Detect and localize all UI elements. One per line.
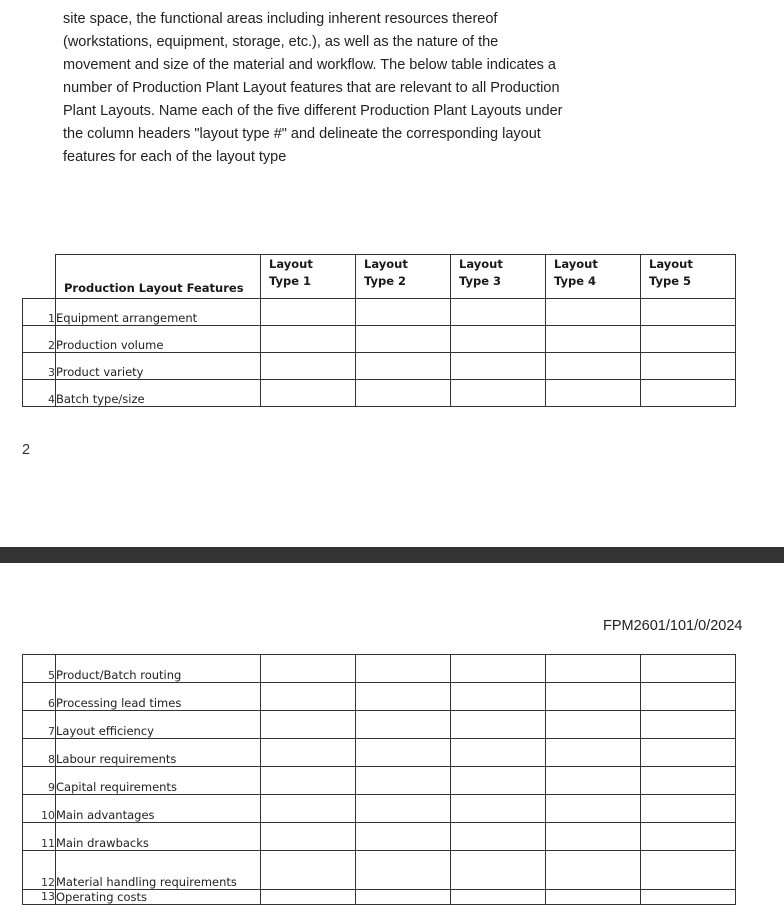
row-label: Production volume [56, 326, 261, 353]
row-number: 12 [23, 851, 56, 890]
answer-cell[interactable] [641, 890, 736, 905]
answer-cell[interactable] [546, 353, 641, 380]
answer-cell[interactable] [641, 795, 736, 823]
feature-column-header: Production Layout Features [56, 255, 261, 299]
answer-cell[interactable] [356, 823, 451, 851]
answer-cell[interactable] [356, 326, 451, 353]
table-row [23, 326, 736, 353]
answer-cell[interactable] [261, 326, 356, 353]
answer-cell[interactable] [641, 823, 736, 851]
document-code: FPM2601/101/0/2024 [603, 618, 743, 634]
answer-cell[interactable] [261, 711, 356, 739]
answer-cell[interactable] [641, 767, 736, 795]
row-label: Batch type/size [56, 380, 261, 407]
answer-cell[interactable] [356, 299, 451, 326]
answer-cell[interactable] [356, 890, 451, 905]
answer-cell[interactable] [451, 299, 546, 326]
paragraph-line: the column headers "layout type #" and delineate the corresponding layout [63, 126, 541, 142]
answer-cell[interactable] [641, 326, 736, 353]
answer-cell[interactable] [261, 851, 356, 890]
answer-cell[interactable] [451, 739, 546, 767]
answer-cell[interactable] [546, 795, 641, 823]
layout-type-3-header: Layout Type 3 [451, 255, 546, 299]
paragraph-line: movement and size of the material and workflow. The below table indicates a [63, 57, 556, 73]
row-number: 2 [23, 326, 56, 353]
answer-cell[interactable] [546, 890, 641, 905]
table-row [23, 851, 736, 890]
answer-cell[interactable] [546, 683, 641, 711]
answer-cell[interactable] [451, 851, 546, 890]
row-label: Equipment arrangement [56, 299, 261, 326]
answer-cell[interactable] [356, 739, 451, 767]
answer-cell[interactable] [356, 767, 451, 795]
answer-cell[interactable] [546, 739, 641, 767]
answer-cell[interactable] [546, 851, 641, 890]
answer-cell[interactable] [356, 353, 451, 380]
layout-type-2-header: Layout Type 2 [356, 255, 451, 299]
row-label: Capital requirements [56, 767, 261, 795]
paragraph-line: site space, the functional areas including inherent resources thereof [63, 11, 498, 27]
row-number: 8 [23, 739, 56, 767]
row-label: Main advantages [56, 795, 261, 823]
answer-cell[interactable] [356, 851, 451, 890]
answer-cell[interactable] [261, 655, 356, 683]
table-row [23, 683, 736, 711]
row-label: Main drawbacks [56, 823, 261, 851]
row-label: Processing lead times [56, 683, 261, 711]
table-row [23, 823, 736, 851]
paragraph-line: features for each of the layout type [63, 149, 287, 165]
answer-cell[interactable] [546, 823, 641, 851]
instruction-paragraph [63, 8, 703, 169]
page-number: 2 [22, 442, 31, 458]
table-row [23, 767, 736, 795]
table-row [23, 711, 736, 739]
answer-cell[interactable] [641, 655, 736, 683]
paragraph-line: (workstations, equipment, storage, etc.), as well as the nature of the [63, 34, 499, 50]
corner-cell [23, 255, 56, 299]
answer-cell[interactable] [641, 711, 736, 739]
answer-cell[interactable] [356, 711, 451, 739]
answer-cell[interactable] [451, 655, 546, 683]
answer-cell[interactable] [261, 683, 356, 711]
layout-features-table [22, 254, 736, 407]
answer-cell[interactable] [356, 655, 451, 683]
row-number: 3 [23, 353, 56, 380]
row-number: 6 [23, 683, 56, 711]
answer-cell[interactable] [261, 890, 356, 905]
row-number: 13 [23, 890, 56, 905]
answer-cell[interactable] [451, 683, 546, 711]
row-number: 10 [23, 795, 56, 823]
table-row [23, 380, 736, 407]
answer-cell[interactable] [261, 353, 356, 380]
answer-cell[interactable] [641, 353, 736, 380]
layout-type-5-header: Layout Type 5 [641, 255, 736, 299]
row-label: Product variety [56, 353, 261, 380]
answer-cell[interactable] [261, 380, 356, 407]
row-number: 9 [23, 767, 56, 795]
table-row [23, 299, 736, 326]
answer-cell[interactable] [451, 823, 546, 851]
answer-cell[interactable] [546, 767, 641, 795]
answer-cell[interactable] [451, 890, 546, 905]
answer-cell[interactable] [641, 851, 736, 890]
row-number: 1 [23, 299, 56, 326]
layout-features-table-continued [22, 654, 736, 905]
table-row [23, 353, 736, 380]
paragraph-line: Plant Layouts. Name each of the five different Production Plant Layouts under [63, 103, 563, 119]
answer-cell[interactable] [546, 711, 641, 739]
table-row [23, 739, 736, 767]
answer-cell[interactable] [261, 299, 356, 326]
answer-cell[interactable] [641, 299, 736, 326]
answer-cell[interactable] [546, 299, 641, 326]
answer-cell[interactable] [356, 683, 451, 711]
answer-cell[interactable] [451, 353, 546, 380]
answer-cell[interactable] [641, 739, 736, 767]
table-row [23, 655, 736, 683]
row-label: Material handling requirements [56, 851, 261, 890]
row-label: Labour requirements [56, 739, 261, 767]
answer-cell[interactable] [451, 767, 546, 795]
answer-cell[interactable] [451, 380, 546, 407]
row-number: 4 [23, 380, 56, 407]
row-number: 5 [23, 655, 56, 683]
answer-cell[interactable] [261, 823, 356, 851]
answer-cell[interactable] [641, 683, 736, 711]
table-row [23, 795, 736, 823]
answer-cell[interactable] [451, 795, 546, 823]
answer-cell[interactable] [546, 326, 641, 353]
row-label: Operating costs [56, 890, 261, 905]
layout-type-4-header: Layout Type 4 [546, 255, 641, 299]
answer-cell[interactable] [261, 767, 356, 795]
answer-cell[interactable] [261, 739, 356, 767]
row-number: 11 [23, 823, 56, 851]
row-label: Product/Batch routing [56, 655, 261, 683]
row-label: Layout efficiency [56, 711, 261, 739]
answer-cell[interactable] [451, 711, 546, 739]
table-row [23, 890, 736, 905]
answer-cell[interactable] [356, 380, 451, 407]
answer-cell[interactable] [546, 380, 641, 407]
answer-cell[interactable] [451, 326, 546, 353]
layout-type-1-header: Layout Type 1 [261, 255, 356, 299]
paragraph-line: number of Production Plant Layout features that are relevant to all Production [63, 80, 560, 96]
answer-cell[interactable] [641, 380, 736, 407]
answer-cell[interactable] [356, 795, 451, 823]
answer-cell[interactable] [546, 655, 641, 683]
answer-cell[interactable] [261, 795, 356, 823]
page-separator [0, 547, 784, 563]
row-number: 7 [23, 711, 56, 739]
